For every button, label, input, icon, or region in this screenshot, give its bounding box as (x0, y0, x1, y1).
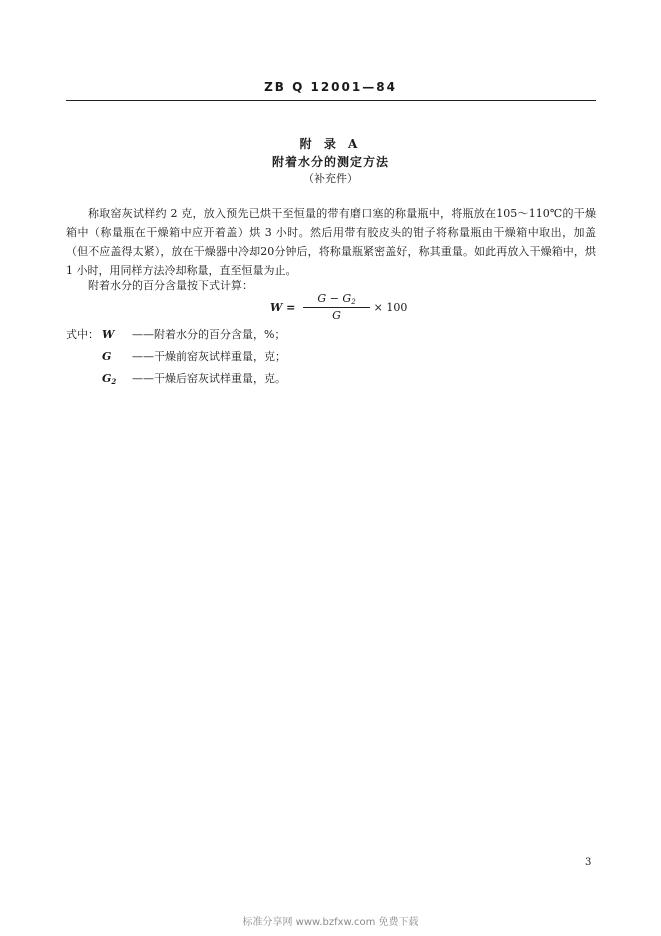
definition-symbol (102, 347, 132, 369)
appendix-label: 附 录 A (299, 137, 362, 151)
numerator-minus-g: − G (326, 292, 352, 305)
definition-row (66, 325, 286, 347)
appendix-subtitle: （补充件） (303, 172, 358, 185)
definition-prefix (66, 369, 102, 391)
definition-symbol (102, 325, 132, 347)
page-number: 3 (585, 857, 592, 868)
definition-text: ——附着水分的百分含量，%； (132, 328, 286, 341)
definition-symbol-letter: W (102, 328, 115, 341)
appendix-title: 附着水分的测定方法 (271, 155, 389, 169)
definition-prefix (66, 347, 102, 369)
definition-text: ——干燥后窑灰试样重量，克。 (132, 372, 286, 385)
definition-symbol-letter: G (102, 372, 112, 385)
body-paragraph-procedure: 称取窑灰试样约 2 克，放入预先已烘干至恒量的带有磨口塞的称量瓶中，将瓶放在105～110℃的干燥箱中（称量瓶在干燥箱中应开着盖）烘 3 小时。然后用带有胶皮头的钳子将称量瓶由干燥箱中取出，加盖（但不应盖得太紧），放在干燥器中冷却20分钟后，将称量瓶紧密盖好，称其重量。如此再放入干燥箱中，烘 1 小时，用同样方法冷却称量，直至恒量为止。 (66, 207, 596, 277)
symbol-definitions (66, 325, 286, 391)
formula-fraction (303, 292, 369, 322)
body-paragraph-formula-intro: 附着水分的百分含量按下式计算： (88, 279, 253, 292)
moisture-formula (270, 292, 407, 322)
numerator-g: G (317, 292, 327, 305)
formula-denominator: G (332, 309, 341, 322)
definition-prefix: 式中： (66, 328, 99, 341)
definition-row (66, 347, 286, 369)
formula-rhs: × 100 (373, 300, 408, 314)
definition-text: ——干燥前窑灰试样重量，克； (132, 350, 286, 363)
definition-symbol-letter: G (102, 350, 112, 363)
formula-lhs: W = (270, 300, 296, 314)
watermark-text: 标准分享网 www.bzfxw.com 免费下载 (242, 917, 419, 928)
definition-symbol-subscript: 2 (111, 377, 117, 386)
header-divider (66, 100, 596, 101)
formula-numerator (303, 292, 369, 308)
numerator-subscript: 2 (351, 298, 356, 306)
standard-code: ZB Q 12001—84 (264, 80, 397, 94)
definition-symbol (102, 369, 132, 391)
definition-row (66, 369, 286, 391)
